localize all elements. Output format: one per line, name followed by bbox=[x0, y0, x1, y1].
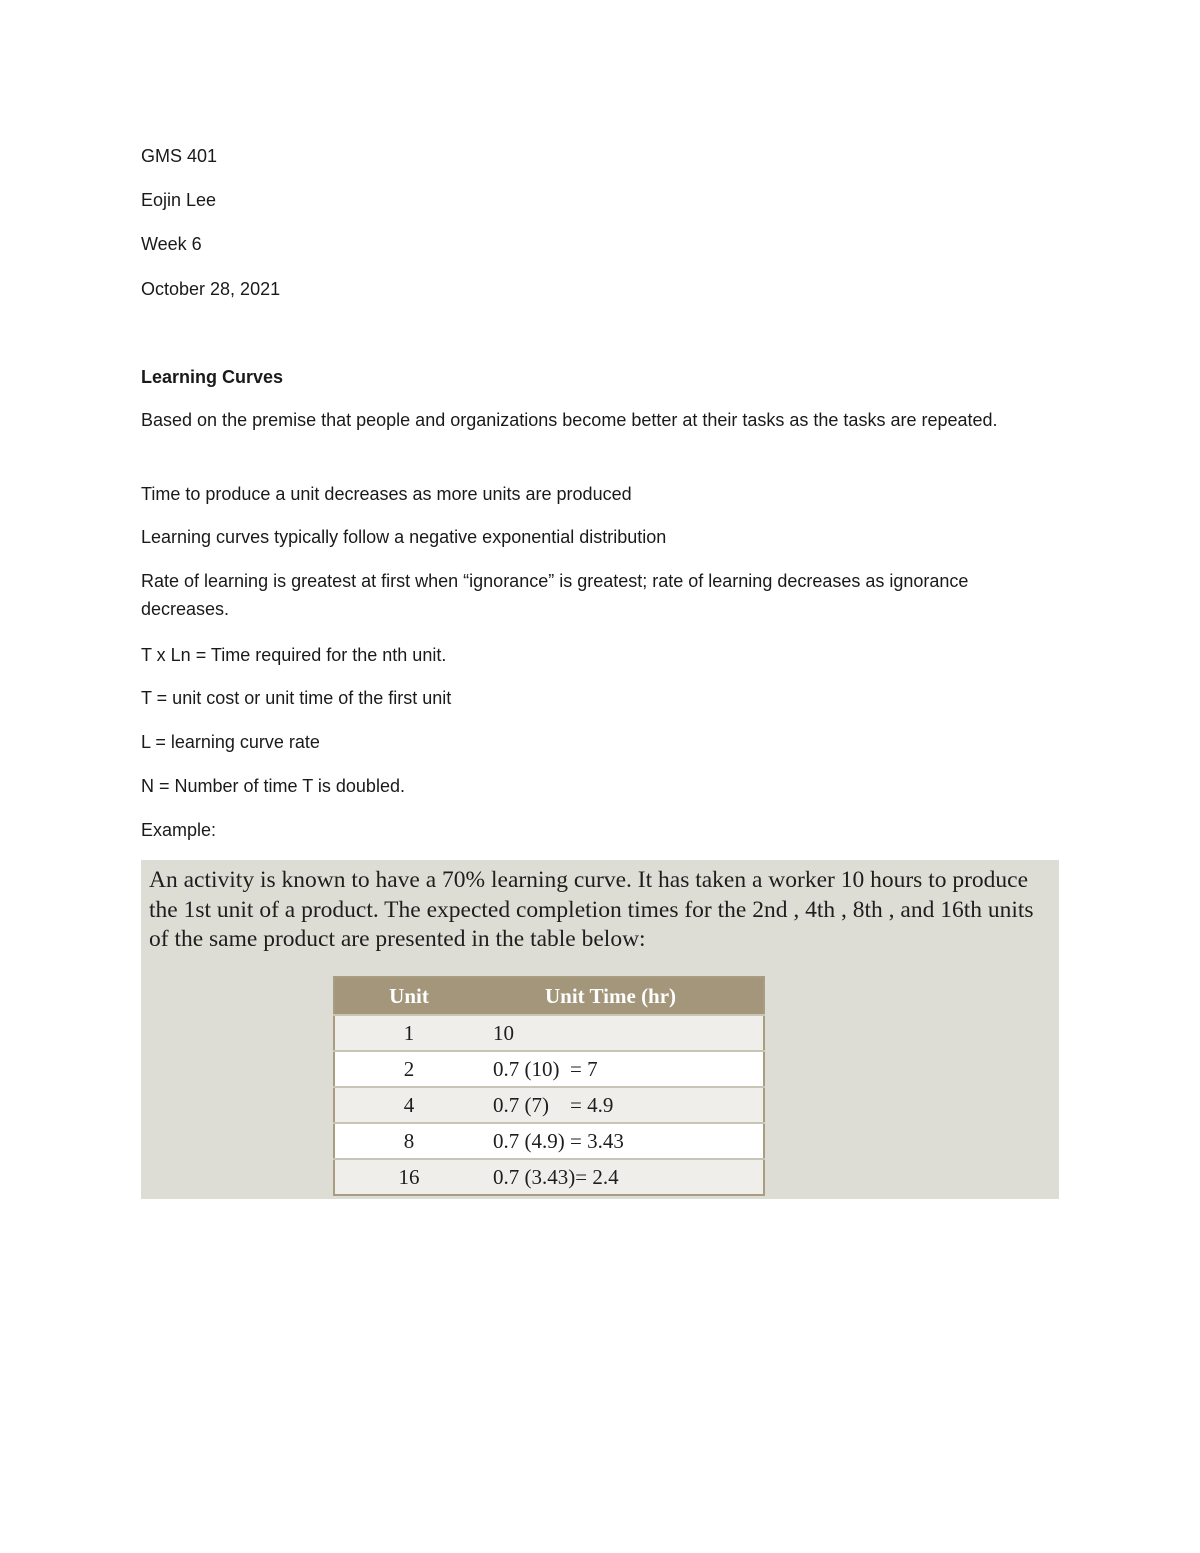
cell-unit: 1 bbox=[334, 1015, 483, 1051]
week-label: Week 6 bbox=[141, 234, 202, 254]
section-title: Learning Curves bbox=[141, 367, 284, 387]
table-row bbox=[334, 1051, 764, 1087]
example-problem-text: An activity is known to have a 70% learning curve. It has taken a worker 10 hours to produce the 1st unit of a product. The expected completion times for the 2nd , 4th , 8th , and 16th units of the same product are presented in the table below: bbox=[149, 867, 1034, 952]
definition-t: T = unit cost or unit time of the first unit bbox=[141, 688, 452, 708]
example-figure bbox=[141, 860, 1059, 1199]
paragraph-distribution: Learning curves typically follow a negative exponential distribution bbox=[141, 527, 667, 547]
course-code: GMS 401 bbox=[141, 146, 218, 166]
paragraph-time-decrease: Time to produce a unit decreases as more units are produced bbox=[141, 484, 632, 504]
cell-unit-time: 0.7 (3.43)= 2.4 bbox=[483, 1159, 764, 1195]
cell-unit-time: 10 bbox=[483, 1015, 764, 1051]
cell-unit: 16 bbox=[334, 1159, 483, 1195]
cell-unit: 8 bbox=[334, 1123, 483, 1159]
column-header-unit-time: Unit Time (hr) bbox=[483, 977, 764, 1015]
author-name: Eojin Lee bbox=[141, 190, 217, 210]
table-header-row bbox=[334, 977, 764, 1015]
cell-unit-time: 0.7 (10) = 7 bbox=[483, 1051, 764, 1087]
table-row bbox=[334, 1087, 764, 1123]
paragraph-rate-of-learning: Rate of learning is greatest at first when “ignorance” is greatest; rate of learning decreases as ignorance decreases. bbox=[141, 571, 969, 619]
column-header-unit: Unit bbox=[334, 977, 483, 1015]
example-label: Example: bbox=[141, 820, 217, 840]
paragraph-premise: Based on the premise that people and organizations become better at their tasks as the tasks are repeated. bbox=[141, 410, 998, 430]
cell-unit: 2 bbox=[334, 1051, 483, 1087]
cell-unit: 4 bbox=[334, 1087, 483, 1123]
learning-curve-table bbox=[333, 976, 765, 1196]
cell-unit-time: 0.7 (4.9) = 3.43 bbox=[483, 1123, 764, 1159]
table-row bbox=[334, 1159, 764, 1195]
formula-line: T x Ln = Time required for the nth unit. bbox=[141, 645, 447, 665]
definition-l: L = learning curve rate bbox=[141, 732, 320, 752]
definition-n: N = Number of time T is doubled. bbox=[141, 776, 405, 796]
date-label: October 28, 2021 bbox=[141, 279, 281, 299]
table-row bbox=[334, 1015, 764, 1051]
table-row bbox=[334, 1123, 764, 1159]
cell-unit-time: 0.7 (7) = 4.9 bbox=[483, 1087, 764, 1123]
